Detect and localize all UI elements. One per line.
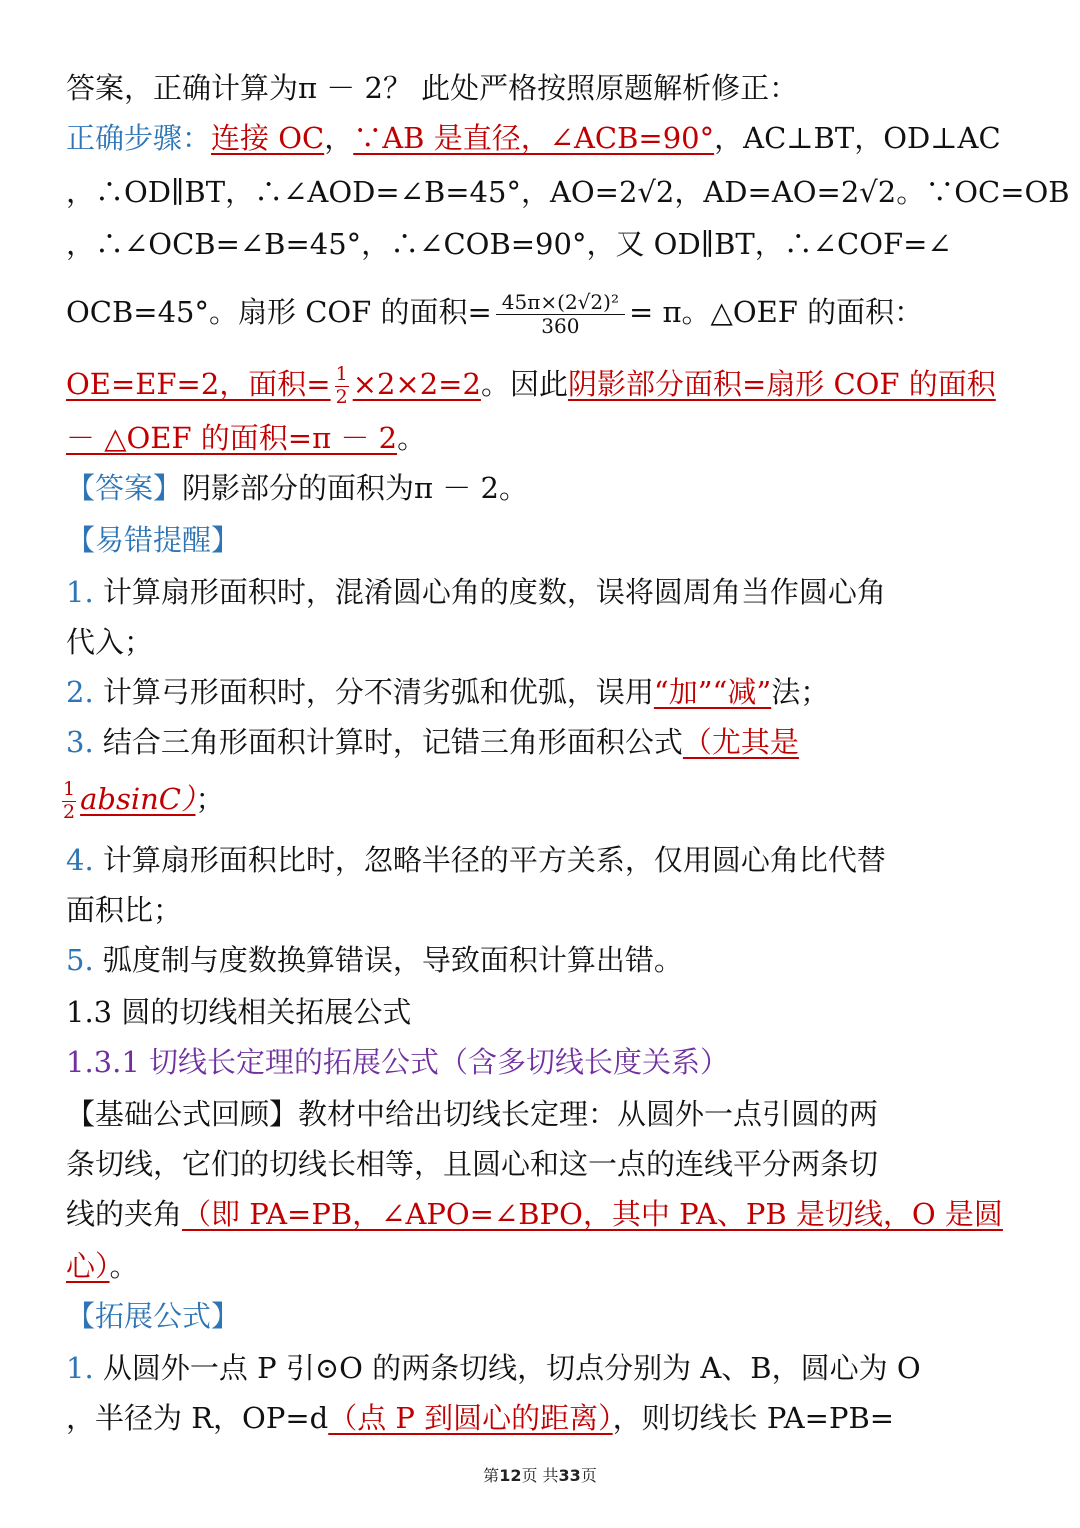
correct-steps-label: 正确步骤： xyxy=(66,121,212,155)
error-reminder-heading: 【易错提醒】 xyxy=(66,523,241,557)
angle-text: 线的夹角 xyxy=(66,1197,183,1231)
connect-oc-note: 连接 OC xyxy=(211,121,325,155)
item-text: 结合三角形面积计算时，记错三角形面积公式 xyxy=(102,725,683,759)
radius-text: ，半径为 R，OP=d xyxy=(66,1401,329,1435)
fraction-denominator: 2 xyxy=(63,800,76,823)
reminder-item-1-cont: 代入； xyxy=(66,625,154,659)
add-subtract-note: “加”“减” xyxy=(653,675,772,709)
total-pages-number: 33 xyxy=(558,1466,581,1485)
fraction-numerator: 45π×(2√2)² xyxy=(496,291,625,315)
item-number: 1. xyxy=(66,1351,94,1385)
sector-area-line xyxy=(66,284,1010,340)
item-number: 5. xyxy=(66,943,94,977)
triangle-area-text: = π。△OEF 的面积： xyxy=(628,295,924,329)
diameter-note: ∵AB 是直径，∠ACB=90° xyxy=(353,121,715,155)
base-formula-line-2: 条切线，它们的切线长相等，且圆心和这一点的连线平分两条切 xyxy=(66,1147,879,1181)
tangent-equal-note: （即 PA=PB，∠APO=∠BPO，其中 PA、PB 是切线，O 是圆 xyxy=(182,1197,1003,1231)
tangent-length-text: ，则切线长 PA=PB= xyxy=(612,1401,895,1435)
fraction-denominator: 2 xyxy=(335,385,348,408)
fraction-numerator: 1 xyxy=(63,777,76,800)
extended-item-1-cont xyxy=(66,1398,1010,1438)
therefore-text: 。因此 xyxy=(480,367,568,401)
page-footer xyxy=(0,1463,1080,1486)
current-page-number: 12 xyxy=(499,1466,522,1485)
item-number: 2. xyxy=(66,675,94,709)
item-number: 1. xyxy=(66,575,94,609)
section-heading-1-3-1: 1.3.1 切线长定理的拓展公式（含多切线长度关系） xyxy=(66,1045,730,1079)
item-text: 计算弓形面积时，分不清劣弧和优弧，误用 xyxy=(102,675,654,709)
item-text: 弧度制与度数换算错误，导致面积计算出错。 xyxy=(102,943,683,977)
area-product-note: ×2×2=2 xyxy=(352,367,481,401)
text-line-ocb-angle: ，∴∠OCB=∠B=45°，∴∠COB=90°，又 OD∥BT，∴∠COF=∠ xyxy=(66,227,952,261)
reminder-item-4 xyxy=(66,840,1010,880)
footer-text: 页 共 xyxy=(521,1466,559,1485)
item-number: 3. xyxy=(66,725,94,759)
text-line-answer-note: 答案，正确计算为π － 2？ 此处严格按照原题解析修正： xyxy=(66,71,799,105)
base-formula-line-1: 【基础公式回顾】教材中给出切线长定理：从圆外一点引圆的两 xyxy=(66,1097,879,1131)
reminder-item-3-formula xyxy=(62,776,1010,823)
comma: ， xyxy=(324,121,354,155)
answer-tag: 【答案】 xyxy=(66,471,183,505)
shaded-area-note: 阴影部分面积=扇形 COF 的面积 xyxy=(567,367,996,401)
perpendicular-text: ，AC⊥BT，OD⊥AC xyxy=(714,121,1001,155)
item-text: 计算扇形面积时，混淆圆心角的度数，误将圆周角当作圆心角 xyxy=(102,575,886,609)
text-line-od-parallel: ，∴OD∥BT，∴∠AOD=∠B=45°，AO=2√2，AD=AO=2√2。∵OC=OB xyxy=(66,175,1070,209)
reminder-item-2 xyxy=(66,672,1010,712)
period: 。 xyxy=(109,1249,139,1283)
reminder-item-1 xyxy=(66,572,1010,612)
item-text: 计算扇形面积比时，忽略半径的平方关系，仅用圆心角比代替 xyxy=(102,843,886,877)
fraction-denominator: 360 xyxy=(541,313,580,338)
shaded-result-line xyxy=(66,418,1010,458)
item-number: 4. xyxy=(66,843,94,877)
oe-ef-note: OE=EF=2，面积= xyxy=(66,367,331,401)
extended-formula-heading: 【拓展公式】 xyxy=(66,1299,241,1333)
correct-steps-line xyxy=(66,118,1010,158)
absinc-formula: absinC） xyxy=(80,782,196,816)
half-fraction xyxy=(62,779,76,824)
tangent-equal-note-end: 心） xyxy=(66,1249,110,1283)
sector-area-text: OCB=45°。扇形 COF 的面积= xyxy=(66,295,492,329)
shaded-result-note: － △OEF 的面积=π － 2 xyxy=(66,421,398,455)
reminder-item-4-cont: 面积比； xyxy=(66,893,183,927)
reminder-item-3 xyxy=(66,722,1010,762)
base-formula-line-4 xyxy=(66,1246,1010,1286)
fraction-numerator: 1 xyxy=(335,362,348,385)
especially-note: （尤其是 xyxy=(682,725,799,759)
triangle-area-line xyxy=(66,362,1010,408)
footer-text: 第 xyxy=(483,1466,500,1485)
item-text: 从圆外一点 P 引⊙O 的两条切线，切点分别为 A、B，圆心为 O xyxy=(102,1351,921,1385)
item-tail: ； xyxy=(195,782,225,816)
footer-text: 页 xyxy=(580,1466,597,1485)
section-heading-1-3: 1.3 圆的切线相关拓展公式 xyxy=(66,995,412,1029)
answer-text: 阴影部分的面积为π － 2。 xyxy=(182,471,528,505)
item-tail: 法； xyxy=(771,675,830,709)
period: 。 xyxy=(397,421,427,455)
distance-note: （点 P 到圆心的距离） xyxy=(328,1401,613,1435)
extended-item-1 xyxy=(66,1348,1010,1388)
sector-area-fraction xyxy=(496,291,625,338)
base-formula-line-3 xyxy=(66,1194,1010,1234)
half-fraction xyxy=(335,364,349,409)
reminder-item-5 xyxy=(66,940,1010,980)
answer-line xyxy=(66,468,1010,508)
